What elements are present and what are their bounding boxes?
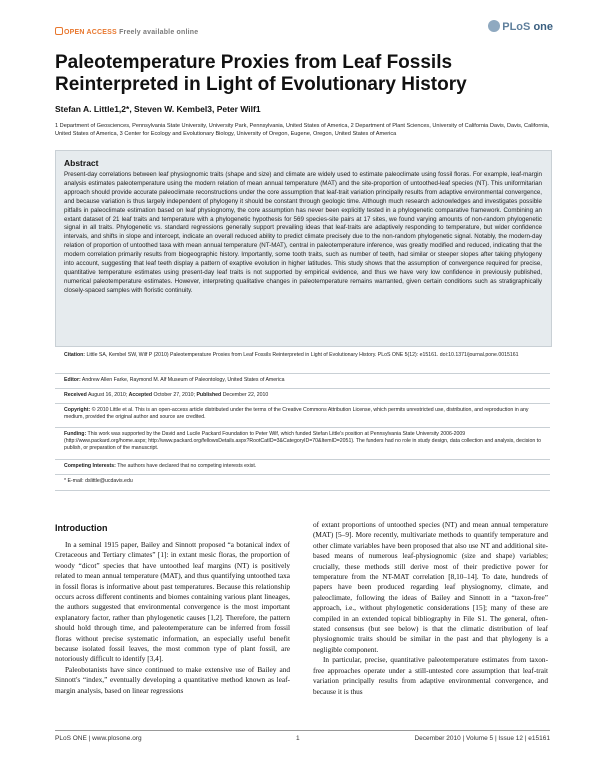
divider xyxy=(55,474,550,475)
paragraph: In a seminal 1915 paper, Bailey and Sinnott proposed “a botanical index of Cretaceous and Tertiary climates” [1]: in extant mesic floras, the proportion of woody “dicot” species that have untoothed leaf margins (NT) is positively related to mean annual temperature (MAT), and thus quantifying untoothed taxa in fossil floras is informative about past temperatures. Because this relationship occurs across different continents and biomes containing various plant lineages, the authors suggested that environmental convergence is the most important explanatory factor, rather than phylogenetic causes [1,2]. Therefore, the pattern should hold through time, and paleotemperature can be inferred from fossil floras without precise systematic information, an especially useful benefit because isolated fossil leaves, the most common type of plant fossil, are notoriously difficult to identify [3,4]. xyxy=(55,540,290,664)
journal-logo xyxy=(488,20,553,33)
email xyxy=(64,478,542,485)
title-line-1: Paleotemperature Proxies from Leaf Fossils xyxy=(55,52,453,73)
accepted-label: Accepted xyxy=(128,392,152,398)
competing-text: The authors have declared that no competing interests exist. xyxy=(117,463,257,469)
paragraph: In particular, precise, quantitative paleotemperature estimates from taxon-free approaches operate under a still-untested core assumption that leaf-trait variation principally results from adaptive environmental convergence, and because it is thus xyxy=(313,655,548,696)
copyright-text: © 2010 Little et al. This is an open-access article distributed under the terms of the Creative Commons Attribution License, which permits unrestricted use, distribution, and reproduction in any medium, provided the original author and source are credited. xyxy=(64,407,529,420)
editor-text: Andrew Allen Farke, Raymond M. Alf Museum of Paleontology, United States of America xyxy=(81,377,285,383)
editor-label: Editor: xyxy=(64,377,81,383)
received-date: August 16, 2010; xyxy=(87,392,128,398)
email-address[interactable]: dslittle@ucdavis.edu xyxy=(85,478,133,484)
author-list: Stefan A. Little1,2*, Steven W. Kembel3, Peter Wilf1 xyxy=(55,104,261,114)
email-label: * E-mail: xyxy=(64,478,84,484)
competing-label: Competing Interests: xyxy=(64,463,116,469)
citation xyxy=(64,352,542,359)
abstract-text: Present-day correlations between leaf physiognomic traits (shape and size) and climate are widely used to estimate paleoclimate using fossil floras. For example, leaf-margin analysis estimates paleotemperature using the modern relation of mean annual temperature (MAT) and the site-proportion of untoothed-leaf species (NT). This uniformitarian approach should provide accurate paleoclimate reconstructions under the core assumption that leaf-trait variation principally results from adaptive environmental convergence, and because variation is thus largely independent of phylogeny it should be constant through geologic time. Although much research acknowledges and investigates possible pitfalls in paleoclimate estimation based on leaf physiognomy, the core assumption has never been explicitly tested in a phylogenetic comparative framework. Combining an extant dataset of 21 leaf traits and temperature with a phylogenetic hypothesis for 569 species-site pairs at 17 sites, we found varying amounts of non-random phylogenetic signal in all traits. Phylogenetic vs. standard regressions generally support prevailing ideas that leaf-traits are adaptively responding to temperature, but wider confidence intervals, and shifts in slope and intercept, indicate an overall reduced ability to predict climate precisely due to the non-random phylogenetic signal. Notably, the modern-day relation of proportion of untoothed taxa with mean annual temperature (NT-MAT), central in paleotemperature inference, was greatly modified and reduced, indicating that the modern correlation primarily results from biogeographic history. Importantly, some tooth traits, such as number of teeth, had similar or steeper slopes after taking phylogeny into account, suggesting that leaf teeth display a pattern of exaptive evolution in higher latitudes. This study shows that the assumption of convergence required for precise, quantitative temperature estimates using present-day leaf traits is not supported by empirical evidence, and thus we have very low confidence in previously published, numerical paleotemperature estimates. However, interpreting qualitative changes in paleotemperature remains warranted, given certain conditions such as stratigraphically closely-spaced samples with floristic continuity. xyxy=(64,171,542,294)
plos-logo-icon xyxy=(488,20,500,32)
footer-page-number: 1 xyxy=(296,735,300,742)
citation-text: Little SA, Kembel SW, Wilf P (2010) Paleotemperature Proxies from Leaf Fossils Reinterpreted in Light of Evolutionary History. PLoS ONE 5(12): e15161. doi:10.1371/journal.pone.0015161 xyxy=(86,352,519,358)
paragraph: of extant proportions of untoothed species (NT) and mean annual temperature (MAT) [5–9]. More recently, multivariate methods to quantify temperature and other climate variables have been proposed that also use NT and additional site-based means of numerous leaf-physiognomic (size and shape) variables; crucially, these methods still derive most of their predictive power for temperature from the NT-MAT correlation [8,10–14]. To date, hundreds of papers have been produced regarding leaf physiognomy, climate, and paleoclimate, following the ideas of Bailey and Sinnott in a “taxon-free” approach, i.e., without phylogenetic considerations [15]; many of these are compiled in an extended topical bibliography in File S1. The general, often-stated consensus (but see below) is that the climatic distribution of leaf physiognomic traits should be similar in the past and that phylogeny is a negligible component. xyxy=(313,520,548,654)
funding-label: Funding: xyxy=(64,431,87,437)
dates xyxy=(64,392,542,399)
competing-interests xyxy=(64,463,542,470)
published-label: Published xyxy=(196,392,222,398)
copyright xyxy=(64,407,542,421)
access-label: ACCESS xyxy=(86,29,117,36)
title-line-2: Reinterpreted in Light of Evolutionary History xyxy=(55,74,467,95)
body-column-right xyxy=(313,520,548,697)
footer-journal: PLoS ONE | www.plosone.org xyxy=(55,735,142,742)
open-access-banner xyxy=(55,27,198,36)
open-label: OPEN xyxy=(64,29,85,36)
paragraph: Paleobotanists have since continued to make extensive use of Bailey and Sinnott's “index,” eventually developing a quantitative method known as leaf-margin analysis, based on linear regressions xyxy=(55,664,290,695)
journal-one: one xyxy=(533,21,553,33)
section-heading-introduction: Introduction xyxy=(55,523,108,533)
divider xyxy=(55,373,550,374)
divider xyxy=(55,490,550,491)
affiliations: 1 Department of Geosciences, Pennsylvania State University, University Park, Pennsylvania, United States of America, 2 Department of Plant Sciences, University of California Davis, Davis, California, United States of America, 3 Center for Ecology and Evolutionary Biology, University of Oregon, Eugene, Oregon, United States of America xyxy=(55,123,550,137)
divider xyxy=(55,388,550,389)
divider xyxy=(55,427,550,428)
accepted-date: October 27, 2010; xyxy=(153,392,195,398)
published-date: December 22, 2010 xyxy=(222,392,269,398)
paper-title xyxy=(55,52,545,96)
funding-text: This work was supported by the David and Lucile Packard Foundation to Peter Wilf, which funded Stefan Little's position at Pennsylvania State University 2006-2009 (http://www.packard.org/home.aspx; http://www.packard.org/fellowsDetails.aspx?RootCatID=3&CategoryID=70&ItemID=2051). The funders had no role in study design, data collection and analysis, decision to publish, or preparation of the manuscript. xyxy=(64,431,541,451)
divider xyxy=(55,459,550,460)
free-label: Freely available online xyxy=(119,29,199,36)
funding xyxy=(64,431,542,452)
journal-plos: PLoS xyxy=(502,21,531,33)
abstract-heading: Abstract xyxy=(64,158,99,168)
citation-label: Citation: xyxy=(64,352,86,358)
received-label: Received xyxy=(64,392,87,398)
editor xyxy=(64,377,542,384)
footer-issue: December 2010 | Volume 5 | Issue 12 | e15161 xyxy=(414,735,550,742)
footer-rule xyxy=(55,730,550,731)
body-column-left xyxy=(55,540,290,696)
open-lock-icon xyxy=(55,27,63,35)
copyright-label: Copyright: xyxy=(64,407,91,413)
divider xyxy=(55,403,550,404)
